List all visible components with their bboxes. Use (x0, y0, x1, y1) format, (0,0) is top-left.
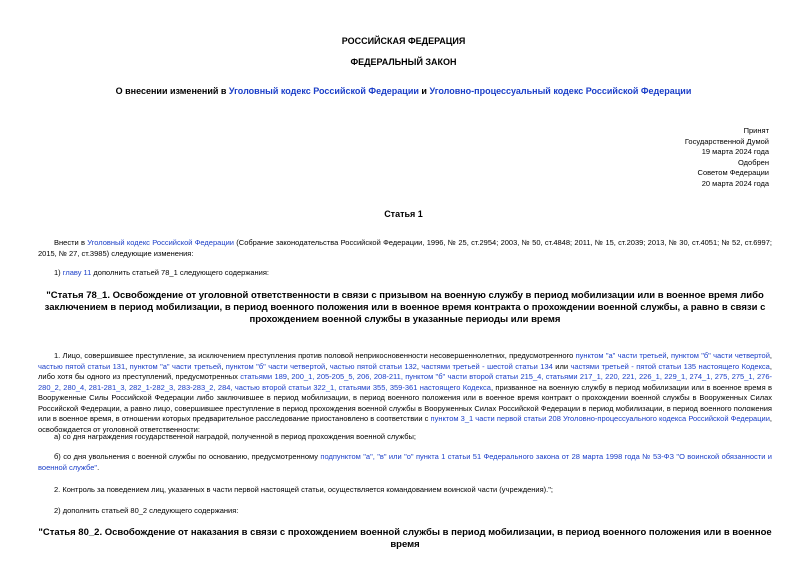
part-1-a: а) со дня награждения государственной наградой, полученной в период прохождения военной службы; (54, 432, 416, 441)
item-1 (38, 268, 772, 279)
approved-by: Советом Федерации (697, 168, 769, 177)
law-title (0, 86, 807, 97)
item1-rest: дополнить статьей 78_1 следующего содержания: (91, 268, 270, 277)
intro-criminal-code-link[interactable]: Уголовный кодекс Российской Федерации (87, 238, 234, 247)
article-78-1-heading: "Статья 78_1. Освобождение от уголовной ответственности в связи с призывом на военную службу в период мобилизации или в военное время либо заключением в период мобилизации, в период военного положения или в военное время контракта о прохождении военной службы, а равно в связи с прохождением военной службы в указанные периоды или время (44, 290, 766, 325)
article-78-1-part-2: 2. Контроль за поведением лиц, указанных в части первой настоящей статьи, осуществляется командованием воинской части (учреждения)."; (54, 485, 553, 494)
p1-text-l: , освобождается от уголовной ответственности: (38, 414, 773, 434)
acceptance-block (629, 126, 769, 189)
accepted-label: Принят (743, 126, 769, 135)
link-131-5[interactable]: частью пятой статьи 131 (38, 361, 126, 371)
p1-text-b: , (666, 351, 671, 360)
p1-text-a: 1. Лицо, совершившее преступление, за исключением преступления против половой неприкосновенности несовершеннолетних, предусмотренного (54, 351, 576, 360)
accepted-date: 19 марта 2024 года (701, 147, 769, 156)
p1-text-i: , либо хотя бы одного из преступлений, предусмотренных (38, 361, 772, 381)
link-135[interactable]: частями третьей - пятой статьи 135 настоящего Кодекса (570, 361, 770, 371)
article-80-2-heading: "Статья 80_2. Освобождение от наказания в связи с прохождением военной службы в период мобилизации, в период военного положения или в военное время (38, 527, 772, 550)
link-articles-list[interactable]: 200_1, 205-205_5, 206, 208-211, пунктом "б" части второй статьи 215_4, статьями 217_1, 220, 221, 226_1, 229_1, 274_1, 275, 275_1, 276-280_2, 280_4, 281-281_3, 282_1-282_3, 283-283_2, 284, частью второй статьи 322_1, статьями 355, 359-361 настоящего Кодекса (38, 372, 772, 392)
approved-date: 20 марта 2024 года (701, 178, 769, 188)
link-131-4b[interactable]: пунктом "б" части четвертой (670, 351, 770, 360)
article-intro (38, 238, 772, 259)
approved-label: Одобрен (738, 157, 769, 167)
chapter-11-link[interactable]: главу 11 (62, 268, 92, 277)
link-189[interactable]: статьями 189 (240, 372, 287, 381)
p1-text-g: , (416, 361, 422, 371)
intro-rest: (Собрание законодательства Российской Федерации, 1996, № 25, ст.2954; 2003, № 50, ст.4848; 2011, № 15, ст.2039; 2013, № 30, ст.4051; № 52, ст.6997; 2015, № 27, ст.3985) следующие изменения: (38, 238, 772, 258)
link-fz-53[interactable]: подпунктом "а", "в" или "о" пункта 1 статьи 51 Федерального закона от 28 марта 1998 года № 53-ФЗ "О воинской обязанности и военной службе" (38, 452, 772, 472)
link-131-3a[interactable]: пунктом "а" части третьей (575, 351, 667, 360)
p1-text-e: , (221, 361, 226, 371)
p1-text-j: , (286, 372, 292, 381)
link-132-3a[interactable]: пунктом "а" части третьей (129, 361, 222, 371)
p1-text-c: , (769, 351, 772, 360)
law-title-prefix: О внесении изменений в (115, 86, 229, 96)
item-2: 2) дополнить статьей 80_2 следующего содержания: (54, 506, 239, 515)
p1-text-k: , призванное на военную службу в период мобилизации или в военное время в Вооруженные Силы Российской Федерации либо заключившее в период мобилизации, в период военного положения или в военное время контракт о прохождении военной службы в Вооруженных Силах Российской Федерации, а равно лицо, совершившее преступление в период прохождения военной службы в Вооруженных Силах Российской Федерации в период мобилизации, в период военного положения или в военное время, в отношении которых предварительное расследование приостановлено в соответствии с (38, 382, 772, 423)
pb-text-a: б) со дня увольнения с военной службы по основанию, предусмотренному (54, 452, 321, 461)
intro-prefix: Внести в (54, 238, 88, 247)
article-78-1-part-1 (38, 351, 772, 435)
link-132-4b[interactable]: пунктом "б" части четвертой (225, 361, 326, 371)
article-heading: Статья 1 (384, 209, 423, 219)
law-kind-heading: ФЕДЕРАЛЬНЫЙ ЗАКОН (350, 57, 457, 67)
link-upk-208[interactable]: пунктом 3_1 части первой статьи 208 Уголовно-процессуального кодекса Российской Федерации (430, 414, 770, 423)
part-1-b (38, 452, 772, 473)
item1-prefix: 1) (54, 268, 63, 277)
country-heading: РОССИЙСКАЯ ФЕДЕРАЦИЯ (341, 36, 466, 46)
law-title-mid: и (418, 86, 430, 96)
criminal-code-link[interactable]: Уголовный кодекс Российской Федерации (228, 86, 419, 96)
p1-text-d: , (125, 361, 130, 371)
link-134[interactable]: частями третьей - шестой статьи 134 (421, 361, 553, 371)
p1-text-h: или (552, 361, 571, 371)
p1-text-f: , (325, 361, 330, 371)
link-132-5[interactable]: частью пятой статьи 132 (329, 361, 417, 371)
pb-text-b: . (97, 462, 100, 472)
accepted-by: Государственной Думой (684, 136, 769, 146)
criminal-procedure-code-link[interactable]: Уголовно-процессуальный кодекс Российской Федерации (429, 86, 692, 96)
